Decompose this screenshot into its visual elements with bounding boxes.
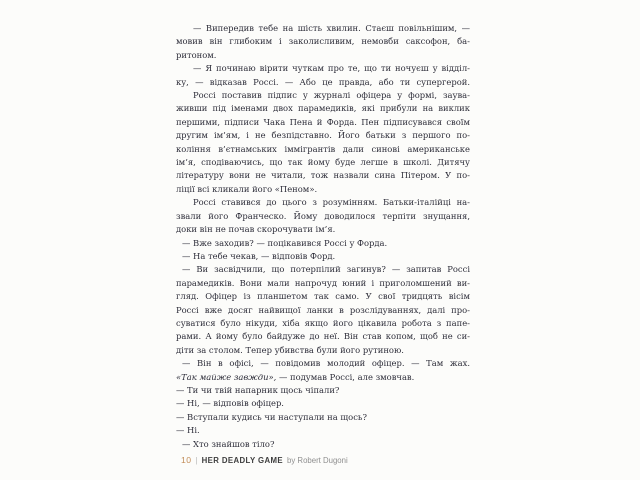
text-line: ритоном.: [176, 49, 217, 60]
text-line: рами. А йому було байдуже до неї. Він став копом, щоб не си-: [176, 331, 470, 342]
text-line: — Я починаю вірити чуткам про те, що ти ночуєш у відділ-: [193, 63, 470, 74]
text-line: першими, підписи Чака Пена й Форда. Пен підписувався своїм: [176, 116, 470, 127]
text-line: діти за столом. Тепер убивства були його рутиною.: [176, 344, 404, 355]
text-line: мовив він глибоким і заколисливим, немовби саксофон, ба-: [176, 36, 470, 47]
book-author: by Robert Dugoni: [287, 456, 348, 465]
text-line: літературу вони не читали, тож назвали сина Пітером. У по-: [176, 170, 470, 181]
text-line: Россі ставився до цього з розумінням. Батьки-італійці на-: [193, 197, 470, 208]
text-line: — Хто знайшов тіло?: [182, 438, 275, 449]
text-line: ліції всі кликали його «Пеном».: [176, 183, 318, 194]
text-line: — Випередив тебе на шість хвилин. Стаєш повільнішим, —: [193, 23, 470, 33]
text-line: звали його Франческо. Йому доводилося терпіти знущання,: [176, 210, 470, 221]
text-line: — Ти чи твій напарник щось чіпали?: [176, 384, 340, 395]
text-line: другим ім’ям, і не безпідставно. Його батьки з першого по-: [176, 130, 470, 141]
text-line: — Він в офісі, — повідомив молодий офіцер. — Там жах.: [182, 358, 470, 369]
text-line: ім’я, сподіваючись, що так йому буде легше в школі. Дитячу: [176, 157, 470, 168]
text-line: парамедиків. Вони мали напрочуд юний і приголомшений ви-: [176, 277, 470, 288]
text-line: коління в’єтнамських іммігрантів дали синові американське: [176, 143, 470, 154]
text-line: живши під іменами двох парамедиків, які прибули на виклик: [176, 103, 470, 114]
text-line: — Ні, — відповів офіцер.: [176, 398, 284, 409]
footer-separator: |: [195, 456, 198, 465]
page-number: 10: [181, 455, 192, 465]
page-text: [176, 22, 470, 451]
text-line: доки він не почав скорочувати ім’я.: [176, 224, 336, 235]
text-line: — Ви засвідчили, що потерпілий загинув? — запитав Россі: [182, 264, 470, 275]
text-line: — Ні.: [176, 425, 200, 436]
text-line: гляд. Офіцер із планшетом так само. У свої тридцять вісім: [176, 291, 470, 302]
text-line: «Так майже завжди», — подумав Россі, але змовчав.: [176, 371, 415, 382]
text-line: — Вже заходив? — поцікавився Россі у Форда.: [182, 237, 388, 248]
text-line: суватися було нікуди, хіба якщо його цікавила робота з папе-: [176, 317, 470, 328]
text-line: ку, — відказав Россі. — Або це правда, або ти супергерой.: [176, 76, 470, 87]
text-line: — На тебе чекав, — відповів Форд.: [182, 250, 336, 261]
text-line: Россі вже досяг найвищої ланки в розслідуваннях, далі про-: [176, 304, 470, 315]
text-line: — Вступали кудись чи наступали на щось?: [176, 411, 367, 422]
book-title: HER DEADLY GAME: [201, 456, 284, 465]
page-footer: [181, 455, 348, 465]
text-line: Россі поставив підпис у журналі офіцера у формі, заува-: [193, 90, 470, 101]
